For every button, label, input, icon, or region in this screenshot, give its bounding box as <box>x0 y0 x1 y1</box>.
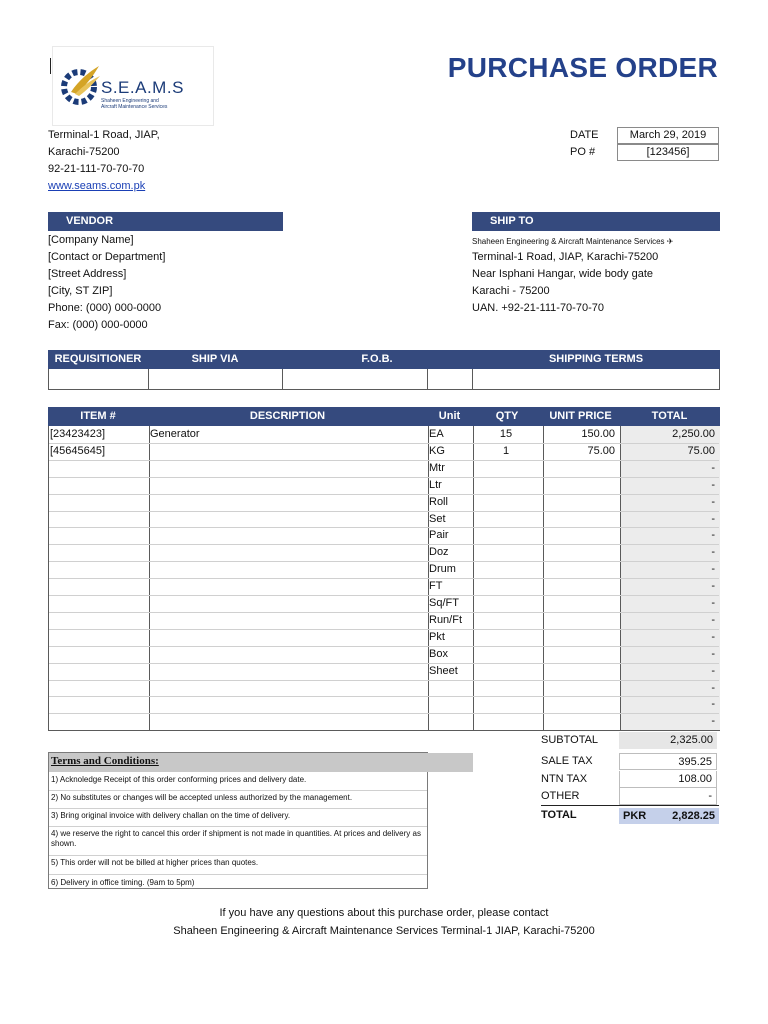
cell-description[interactable] <box>150 561 423 577</box>
cell-unit[interactable]: Pkt <box>429 630 445 643</box>
total-header: TOTAL <box>651 410 688 422</box>
cell-item[interactable] <box>50 460 144 476</box>
logo-subtitle: Shaheen Engineering and Aircraft Maintenance Services <box>101 98 168 110</box>
cell-qty[interactable] <box>474 511 538 527</box>
cell-total: - <box>711 681 715 694</box>
total-label: TOTAL <box>541 809 577 821</box>
cell-unit-price[interactable] <box>544 629 615 645</box>
terms-box <box>48 752 428 889</box>
other-label: OTHER <box>541 790 580 802</box>
cell-total: - <box>711 529 715 542</box>
cell-unit[interactable]: Run/Ft <box>429 613 463 626</box>
cell-unit-price[interactable] <box>544 612 615 628</box>
terms-divider <box>49 855 427 856</box>
po-number-field[interactable]: [123456] <box>617 144 719 161</box>
cell-item[interactable] <box>50 578 144 594</box>
grand-total-value: 2,828.25 <box>672 810 715 822</box>
cell-qty[interactable] <box>474 595 538 611</box>
cell-total: - <box>711 698 715 711</box>
sale-tax-label: SALE TAX <box>541 755 593 767</box>
subtotal-value: 2,325.00 <box>619 732 717 749</box>
cell-item[interactable] <box>50 511 144 527</box>
cell-item[interactable] <box>50 696 144 712</box>
items-header-bar <box>48 407 720 426</box>
ship-to-line: Terminal-1 Road, JIAP, Karachi-75200 <box>472 251 659 263</box>
description-header: DESCRIPTION <box>249 410 326 422</box>
cell-total: - <box>711 647 715 660</box>
cell-item[interactable] <box>50 595 144 611</box>
table-row <box>49 663 719 680</box>
cell-description[interactable] <box>150 460 423 476</box>
cell-qty[interactable] <box>474 696 538 712</box>
cell-description[interactable] <box>150 646 423 662</box>
cell-unit[interactable]: EA <box>429 428 444 440</box>
cell-total: - <box>711 613 715 626</box>
table-row <box>49 511 719 528</box>
cell-description[interactable] <box>150 629 423 645</box>
cell-description[interactable] <box>150 443 423 459</box>
cell-qty[interactable] <box>474 680 538 696</box>
table-row <box>49 477 719 494</box>
table-row <box>49 426 719 443</box>
other-field[interactable]: - <box>619 788 717 805</box>
table-row <box>49 578 719 595</box>
cell-total: - <box>711 495 715 508</box>
terms-item: 4) we reserve the right to cancel this order if shipment is not made in quantities. At prices and delivery as shown. <box>51 829 421 848</box>
table-row <box>49 612 719 629</box>
company-address-line1: Terminal-1 Road, JIAP, <box>48 129 160 141</box>
cell-unit[interactable] <box>429 713 468 729</box>
shipping-input-row <box>48 369 720 390</box>
vendor-line[interactable]: Fax: (000) 000-0000 <box>48 319 148 331</box>
cell-unit-price[interactable] <box>544 680 615 696</box>
cell-total: 75.00 <box>687 444 715 457</box>
terms-item: 2) No substitutes or changes will be accepted unless authorized by the management. <box>51 793 353 802</box>
cell-qty[interactable] <box>474 578 538 594</box>
table-row <box>49 494 719 511</box>
cell-qty[interactable] <box>474 646 538 662</box>
terms-item: 6) Delivery in office timing. (9am to 5pm) <box>51 878 195 887</box>
cell-qty[interactable] <box>474 663 538 679</box>
cell-description[interactable] <box>150 713 423 729</box>
cell-qty[interactable] <box>474 561 538 577</box>
cell-unit-price[interactable] <box>544 511 615 527</box>
cell-unit-price[interactable] <box>544 544 615 560</box>
ship-to-company: Shaheen Engineering & Aircraft Maintenance Services ✈ <box>472 237 674 246</box>
cell-unit-price[interactable] <box>544 646 615 662</box>
cell-qty[interactable] <box>474 477 538 493</box>
cell-total: 2,250.00 <box>672 428 715 440</box>
footer-line2: Shaheen Engineering & Aircraft Maintenance Services Terminal-1 JIAP, Karachi-75200 <box>173 925 595 937</box>
ship-via-input[interactable] <box>149 369 283 389</box>
cell-unit-price[interactable]: 75.00 <box>587 444 615 457</box>
ntn-tax-field[interactable]: 108.00 <box>619 771 717 788</box>
cell-total: - <box>711 580 715 593</box>
fob-header: F.O.B. <box>361 353 393 365</box>
terms-divider <box>49 790 427 791</box>
cell-unit[interactable] <box>429 680 468 696</box>
ship-via-header: SHIP VIA <box>191 353 239 365</box>
cell-item[interactable]: [45645645] <box>50 444 106 457</box>
cell-description[interactable] <box>150 477 423 493</box>
terms-title: Terms and Conditions: <box>51 755 159 767</box>
cell-description[interactable] <box>150 663 423 679</box>
table-row <box>49 460 719 477</box>
cell-total: - <box>711 512 715 525</box>
shipping-header-bar <box>48 350 720 369</box>
total-divider <box>541 805 719 806</box>
page-title: PURCHASE ORDER <box>447 52 718 83</box>
cell-qty[interactable] <box>474 629 538 645</box>
cell-description[interactable] <box>150 494 423 510</box>
table-row <box>49 629 719 646</box>
table-row <box>49 561 719 578</box>
vendor-line[interactable]: [Company Name] <box>48 234 134 246</box>
grand-total-row <box>619 808 719 824</box>
cell-qty[interactable] <box>474 494 538 510</box>
cell-item[interactable] <box>50 663 144 679</box>
cell-description[interactable] <box>150 680 423 696</box>
company-address-line2: Karachi-75200 <box>48 146 120 158</box>
qty-header: QTY <box>495 410 519 422</box>
cell-qty[interactable] <box>474 527 538 543</box>
cell-unit[interactable]: Sq/FT <box>429 597 459 609</box>
cell-total: - <box>711 630 715 643</box>
cell-item[interactable] <box>50 680 144 696</box>
footer-line1: If you have any questions about this purchase order, please contact <box>219 907 549 919</box>
vendor-line[interactable]: [City, ST ZIP] <box>48 285 113 297</box>
unit-price-header: UNIT PRICE <box>549 410 612 422</box>
cell-unit-price[interactable] <box>544 527 615 543</box>
shipping-terms-input[interactable] <box>473 369 719 389</box>
subtotal-label: SUBTOTAL <box>541 734 599 746</box>
cell-total: - <box>711 664 715 677</box>
vendor-line[interactable]: Phone: (000) 000-0000 <box>48 302 162 314</box>
cell-unit-price[interactable] <box>544 663 615 679</box>
cell-unit[interactable]: FT <box>429 580 443 593</box>
cell-unit-price[interactable] <box>544 696 615 712</box>
gear-logo-icon <box>59 60 101 114</box>
cell-item[interactable] <box>50 561 144 577</box>
cell-description[interactable] <box>150 511 423 527</box>
terms-item: 5) This order will not be billed at higher prices than quotes. <box>51 858 259 867</box>
ntn-tax-label: NTN TAX <box>541 773 588 785</box>
cell-unit-price[interactable]: 150.00 <box>581 428 615 440</box>
currency-label: PKR <box>623 810 647 822</box>
table-row <box>49 713 719 730</box>
cell-unit-price[interactable] <box>544 494 615 510</box>
date-label: DATE <box>570 129 599 141</box>
cell-description[interactable]: Generator <box>150 428 200 440</box>
company-phone: 92-21-111-70-70-70 <box>48 163 145 175</box>
ship-to-line: Near Isphani Hangar, wide body gate <box>472 268 654 280</box>
terms-divider <box>49 808 427 809</box>
cell-description[interactable] <box>150 527 423 543</box>
cell-unit[interactable]: Drum <box>429 563 456 576</box>
cell-unit[interactable]: Roll <box>429 495 448 508</box>
ship-to-line: UAN. +92-21-111-70-70-70 <box>472 302 604 314</box>
cell-total: - <box>711 461 715 474</box>
fob-input[interactable] <box>283 369 428 389</box>
cell-unit[interactable]: Ltr <box>429 478 442 491</box>
table-row <box>49 527 719 544</box>
cell-unit-price[interactable] <box>544 460 615 476</box>
cell-unit[interactable]: Set <box>429 512 446 525</box>
cell-unit-price[interactable] <box>544 595 615 611</box>
cell-unit[interactable]: Pair <box>429 529 449 542</box>
vendor-line[interactable]: [Contact or Department] <box>48 251 166 263</box>
cell-unit-price[interactable] <box>544 561 615 577</box>
cell-qty[interactable]: 1 <box>502 444 510 457</box>
cell-item[interactable] <box>50 713 144 729</box>
cell-unit[interactable]: Box <box>429 647 448 660</box>
vendor-line[interactable]: [Street Address] <box>48 268 127 280</box>
cell-total: - <box>711 715 715 728</box>
terms-item: 1) Acknoledge Receipt of this order conforming prices and delivery date. <box>51 775 307 784</box>
requisitioner-input[interactable] <box>49 369 149 389</box>
terms-item: 3) Bring original invoice with delivery challan on the time of delivery. <box>51 811 291 820</box>
vendor-header: VENDOR <box>48 212 283 231</box>
cell-description[interactable] <box>150 578 423 594</box>
cell-item[interactable] <box>50 477 144 493</box>
cell-qty[interactable] <box>474 460 538 476</box>
cell-item[interactable] <box>50 612 144 628</box>
cell-total: - <box>711 546 715 559</box>
table-row <box>49 696 719 713</box>
table-row <box>49 646 719 663</box>
items-table <box>48 426 720 731</box>
date-field[interactable]: March 29, 2019 <box>617 127 719 144</box>
table-row <box>49 443 719 460</box>
cell-description[interactable] <box>150 595 423 611</box>
cell-unit[interactable] <box>429 696 468 712</box>
cell-description[interactable] <box>150 544 423 560</box>
cell-item[interactable] <box>50 629 144 645</box>
table-row <box>49 544 719 561</box>
logo-wordmark: S.E.A.M.S <box>101 78 184 97</box>
company-logo <box>52 46 214 126</box>
cell-qty[interactable] <box>474 612 538 628</box>
fob-extra-input[interactable] <box>428 369 473 389</box>
table-row <box>49 595 719 612</box>
cell-unit-price[interactable] <box>544 477 615 493</box>
cell-unit-price[interactable] <box>544 713 615 729</box>
cell-item[interactable] <box>50 544 144 560</box>
po-number-label: PO # <box>570 146 596 158</box>
cell-qty[interactable]: 15 <box>499 428 513 440</box>
cell-unit[interactable]: KG <box>429 444 445 457</box>
item-number-header: ITEM # <box>80 410 116 422</box>
sale-tax-field[interactable]: 395.25 <box>619 753 717 770</box>
table-row <box>49 680 719 697</box>
cell-total: - <box>711 563 715 576</box>
terms-divider <box>49 874 427 875</box>
cell-item[interactable] <box>50 646 144 662</box>
requisitioner-header: REQUISITIONER <box>54 353 142 365</box>
shipping-terms-header: SHIPPING TERMS <box>548 353 644 365</box>
unit-header: Unit <box>438 410 461 422</box>
cell-unit-price[interactable] <box>544 578 615 594</box>
cell-item[interactable]: [23423423] <box>50 428 106 440</box>
cell-total: - <box>711 597 715 609</box>
cell-description[interactable] <box>150 612 423 628</box>
cell-item[interactable] <box>50 494 144 510</box>
cell-item[interactable] <box>50 527 144 543</box>
cell-unit[interactable]: Sheet <box>429 664 458 677</box>
text-cursor <box>50 58 51 74</box>
cell-total: - <box>711 478 715 491</box>
ship-to-header: SHIP TO <box>472 212 720 231</box>
cell-qty[interactable] <box>474 713 538 729</box>
cell-description[interactable] <box>150 696 423 712</box>
company-website-link[interactable]: www.seams.com.pk <box>48 180 146 192</box>
airplane-icon: ✈ <box>666 237 674 246</box>
cell-qty[interactable] <box>474 544 538 560</box>
cell-unit[interactable]: Mtr <box>429 461 445 474</box>
ship-to-line: Karachi - 75200 <box>472 285 550 297</box>
terms-divider <box>49 826 427 827</box>
cell-unit[interactable]: Doz <box>429 546 449 559</box>
